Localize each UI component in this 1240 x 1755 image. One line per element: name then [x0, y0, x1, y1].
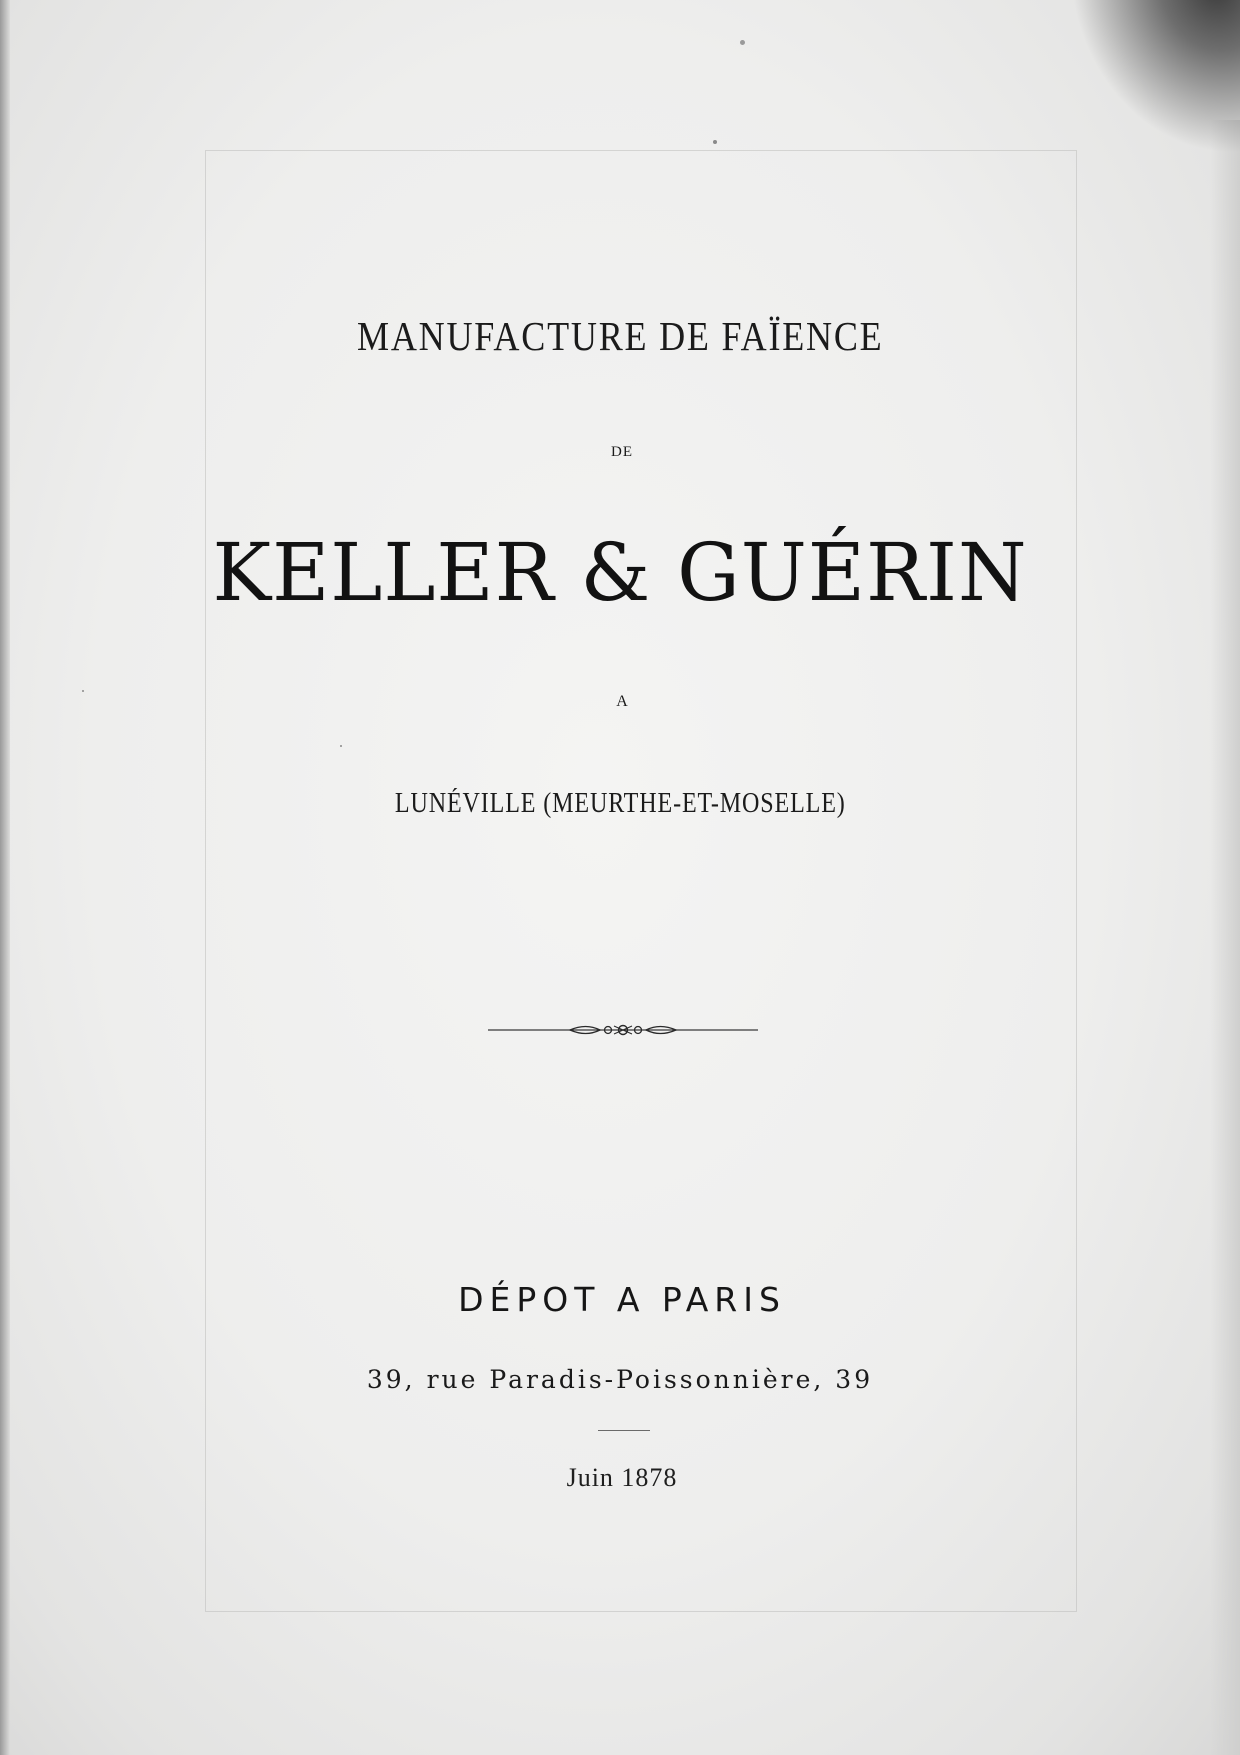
paper-speck	[713, 140, 717, 144]
company-name: KELLER & GUÉRIN	[212, 526, 1028, 619]
heading-de: DE	[611, 444, 633, 460]
publication-date: Juin 1878	[566, 1463, 678, 1492]
short-divider	[598, 1430, 650, 1431]
location-line: LUNÉVILLE (MEURTHE-ET-MOSELLE)	[394, 788, 846, 819]
paper-speck	[740, 40, 745, 45]
paper-speck	[340, 745, 342, 747]
depot-address: 39, rue Paradis-Poissonnière, 39	[366, 1365, 874, 1394]
page-right-edge	[1210, 120, 1240, 1755]
depot-heading: DÉPOT A PARIS	[458, 1280, 786, 1319]
heading-manufacture: MANUFACTURE DE FAÏENCE	[356, 313, 884, 359]
paper-speck	[82, 690, 84, 692]
decorative-rule-ornament	[488, 1020, 758, 1040]
heading-a: A	[616, 693, 628, 710]
